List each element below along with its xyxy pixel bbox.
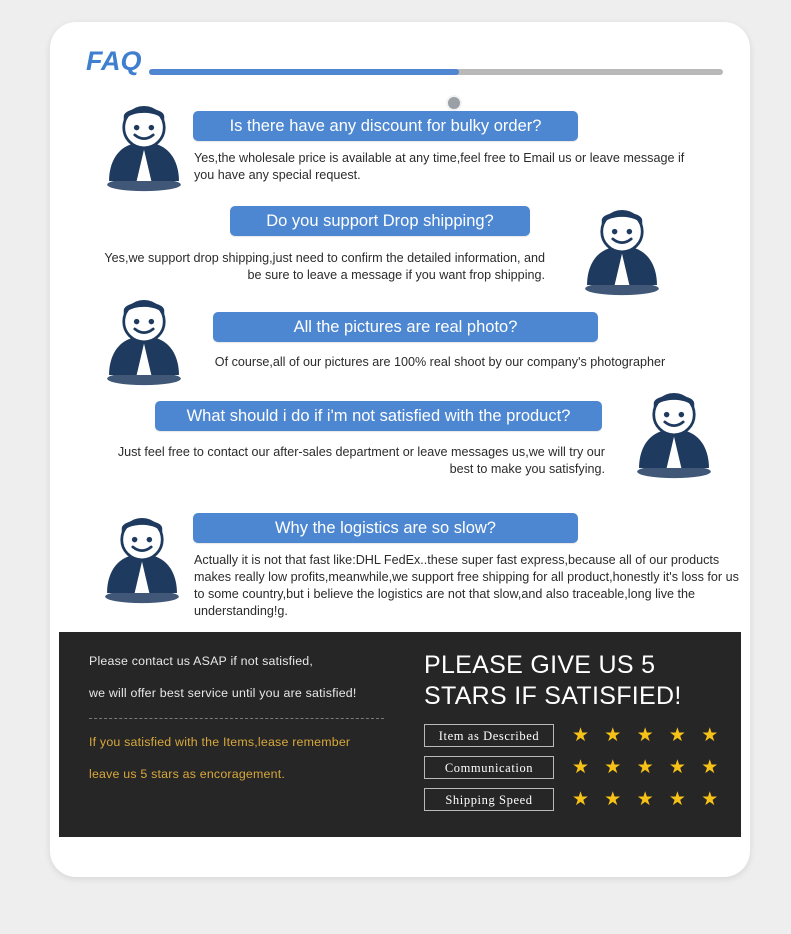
footer-banner [59, 632, 741, 837]
rating-label: Communication [424, 756, 554, 779]
footer-headline-2: STARS IF SATISFIED! [424, 682, 682, 710]
avatar [628, 387, 720, 479]
faq-question[interactable]: All the pictures are real photo? [213, 312, 598, 342]
faq-card [50, 22, 750, 877]
faq-header [50, 38, 750, 88]
footer-headline-1: PLEASE GIVE US 5 [424, 651, 656, 679]
rating-label: Shipping Speed [424, 788, 554, 811]
rating-row [424, 788, 724, 811]
faq-answer: Of course,all of our pictures are 100% real shoot by our company's photographer [214, 355, 666, 369]
rating-row [424, 724, 724, 747]
footer-line-3: If you satisfied with the Items,lease remember [89, 735, 351, 749]
faq-answer: Actually it is not that fast like:DHL FedEx..these super fast express,because all of our products makes really low profits,meanwhile,we support free shipping for all product,honestly it's loss for us to some country,but i believe the logistics are not that slow,and also traceable,long live the understanding!g. [194, 553, 739, 618]
faq-question[interactable]: What should i do if i'm not satisfied with the product? [155, 401, 602, 431]
star-rating-icon: ★ ★ ★ ★ ★ [572, 757, 724, 778]
divider [89, 718, 384, 719]
progress-slider[interactable] [149, 69, 723, 75]
footer-line-4: leave us 5 stars as encoragement. [89, 767, 286, 781]
faq-question[interactable]: Is there have any discount for bulky order? [193, 111, 578, 141]
page-title: FAQ [86, 46, 142, 76]
rating-request-block [424, 650, 724, 820]
star-rating-icon: ★ ★ ★ ★ ★ [572, 725, 724, 746]
faq-answer: Yes,we support drop shipping,just need to confirm the detailed information, and be sure to leave a message if you want frop shipping. [104, 251, 545, 282]
slider-knob[interactable] [446, 95, 462, 111]
avatar [576, 204, 668, 296]
star-rating-icon: ★ ★ ★ ★ ★ [572, 789, 724, 810]
faq-question[interactable]: Do you support Drop shipping? [230, 206, 530, 236]
footer-line-1: Please contact us ASAP if not satisfied, [89, 654, 314, 668]
avatar [98, 100, 190, 192]
avatar [96, 512, 188, 604]
rating-label: Item as Described [424, 724, 554, 747]
footer-line-2: we will offer best service until you are satisfied! [89, 686, 357, 700]
faq-question[interactable]: Why the logistics are so slow? [193, 513, 578, 543]
rating-row [424, 756, 724, 779]
faq-answer: Just feel free to contact our after-sales department or leave messages us,we will try our best to make you satisfying. [117, 445, 605, 476]
slider-fill [149, 69, 459, 75]
footer-message-block [89, 654, 399, 799]
faq-answer: Yes,the wholesale price is available at any time,feel free to Email us or leave message if you have any special request. [194, 151, 685, 182]
avatar [98, 294, 190, 386]
